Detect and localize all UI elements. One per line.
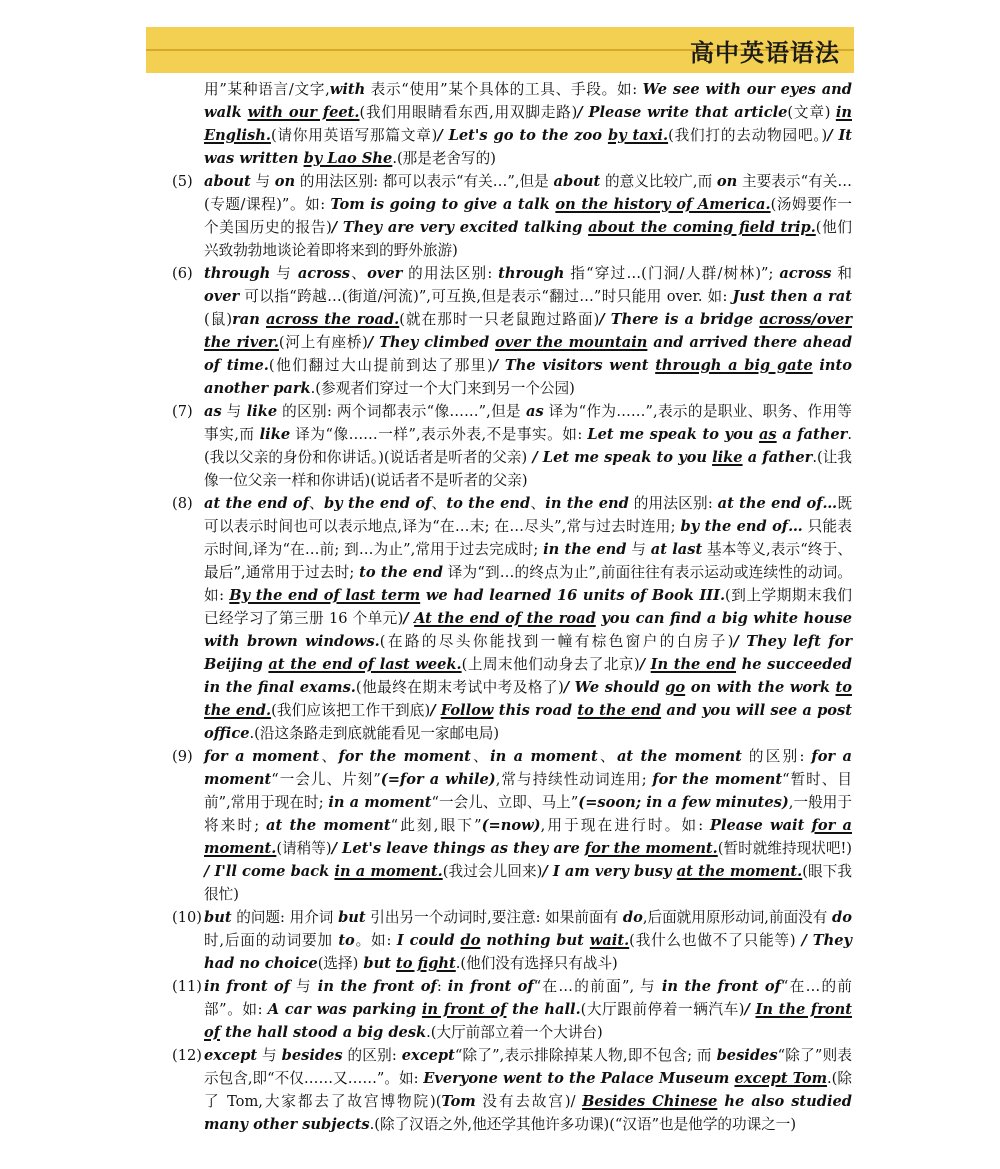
emphasis-text: for the moment [652,771,783,788]
paragraph-number: (9) [172,748,193,765]
example-phrase: with our feet. [247,104,360,121]
emphasis-text: A car was parking [267,1001,422,1018]
emphasis-text: Just then a rat [732,288,852,305]
emphasis-text: / It was written [204,127,853,167]
example-phrase: to the end. [204,679,852,719]
body-text: : [436,978,448,995]
body-text: “此刻,眼下” [390,817,482,834]
paragraph-number: (8) [172,495,193,512]
example-phrase: on the history of America. [555,196,771,213]
emphasis-text: about [553,173,601,190]
emphasis-text: on [716,173,738,190]
emphasis-text: to the end [446,495,531,512]
body-text: (请稍等) [276,840,332,857]
body-text: (我们用眼睛看东西,用双脚走路) [359,104,578,121]
emphasis-text: / Let's go to the zoo [437,127,608,144]
grammar-paragraph [172,400,852,492]
body-text: “一会儿、立即、马上” [431,794,579,811]
body-text: 与 [250,173,275,190]
emphasis-text [585,840,718,857]
emphasis-text [651,656,736,673]
example-phrase: over the mountain [495,334,648,351]
emphasis-text: / There is a bridge [599,311,760,328]
emphasis-text [334,863,442,880]
emphasis-text: except [204,1047,258,1064]
paragraph-number: (7) [172,403,193,420]
emphasis-text: but [338,909,366,926]
body-text: 、 [319,748,339,765]
body-text: .(沿这条路走到底就能看见一家邮电局) [249,725,500,742]
body-text: “在…的前面”, 与 [533,978,662,995]
body-text: 的用法区别: [628,495,718,512]
emphasis-text: through [498,265,565,282]
body-text: .(他们没有选择只有战斗) [455,955,618,972]
emphasis-text: over [367,265,403,282]
emphasis-text: and arrived there ahead of time. [204,334,853,374]
emphasis-text: / [744,1001,756,1018]
body-text: (河上有座桥) [278,334,368,351]
example-phrase: for a moment. [204,817,852,857]
emphasis-text: and you will see a post office [204,702,852,742]
emphasis-text: / They had no choice [204,932,852,972]
body-text: (文章) [787,104,836,121]
emphasis-text [304,150,393,167]
body-text: .(那是老舍写的) [392,150,496,167]
body-text: .(大厅前部立着一个大讲台) [426,1024,603,1041]
emphasis-text: / I am very busy [542,863,677,880]
body-text: 可以指“跨越…(街道/河流)”,可互换,但是表示“翻过…”时只能用 over. 如: [239,288,733,305]
emphasis-text: / Please write that article [577,104,788,121]
body-text: .(参观者们穿过一个大门来到另一个公园) [310,380,575,397]
body-text: “除了”,表示排除掉某人物,即不包含; 而 [454,1047,717,1064]
grammar-paragraph [172,170,852,262]
emphasis-text: at the end of… [717,495,838,512]
body-text: 用”某种语言/文字, [204,81,330,98]
body-text: 表示“使用”某个具体的工具、手段。如: [365,81,643,98]
emphasis-text: this road [493,702,578,719]
paragraph-number: (12) [172,1047,202,1064]
emphasis-text: a father [742,449,813,466]
body-text: 主要表示“有关…(专题/课程)”。如: [204,173,852,213]
emphasis-text: except [401,1047,455,1064]
body-text: (鼠) [204,311,233,328]
emphasis-text: the hall. [506,1001,581,1018]
body-text: (就在那时一只老鼠跑过路面) [399,311,600,328]
emphasis-text: / The visitors went [492,357,656,374]
emphasis-text [229,587,420,604]
emphasis-text: as [525,403,544,420]
emphasis-text: Please wait [710,817,812,834]
example-phrase: about the coming field trip. [588,219,816,236]
emphasis-text: in the front of [661,978,781,995]
emphasis-text: for the moment [338,748,471,765]
emphasis-text: / Let me speak to you [527,449,713,466]
body-text: 的问题: 用介词 [231,909,339,926]
example-phrase: across the road. [265,311,400,328]
body-text: “除了”则表示包含,即“不仅……又……”。如: [204,1047,852,1087]
body-text: 基本等义,表示“终于、最后”,通常用于过去时; [204,541,852,581]
body-text: 译为“作为……”,表示的是职业、职务、作用等事实,而 [204,403,852,443]
emphasis-text: but [358,955,397,972]
emphasis-text: / [639,656,651,673]
body-text: (我们应该把工作干到底) [271,702,431,719]
grammar-paragraph [172,262,852,400]
body-text: 、 [597,748,617,765]
emphasis-text: like [259,426,291,443]
example-phrase: by Lao She [303,150,393,167]
emphasis-text: at the moment [266,817,391,834]
paragraph-number: (6) [172,265,193,282]
grammar-text-body [172,78,852,1136]
example-phrase: like [712,449,743,466]
emphasis-text [248,104,360,121]
body-text: 与 [290,978,318,995]
emphasis-text: / I'll come back [204,863,335,880]
emphasis-text [608,127,668,144]
emphasis-text: as [204,403,222,420]
emphasis-text: Let me speak to you [587,426,759,443]
emphasis-text: / We should [563,679,666,696]
emphasis-text: nothing but [480,932,590,949]
example-phrase: By the end of last term [229,587,421,604]
body-text: (选择) [317,955,359,972]
example-phrase: In the front of [204,1001,852,1041]
example-phrase: Follow [440,702,494,719]
body-text: (眼下我很忙) [204,863,852,903]
emphasis-text: in a moment [328,794,432,811]
grammar-paragraph [172,906,852,975]
emphasis-text: at last [650,541,703,558]
emphasis-text [712,449,743,466]
emphasis-text [268,656,461,673]
example-phrase: in front of [421,1001,507,1018]
body-text: ,常与持续性动词连用; [495,771,653,788]
body-text: 没有去故宫)/ [475,1093,583,1110]
emphasis-text: / [403,610,415,627]
emphasis-text [677,863,803,880]
example-phrase: through a big gate [655,357,813,374]
emphasis-text: you can find a big white house with brown windows. [204,610,852,650]
emphasis-text: like [246,403,278,420]
emphasis-text: a father [776,426,848,443]
example-phrase: to the end [577,702,662,719]
example-phrase: at the moment. [676,863,803,880]
example-phrase: wait. [589,932,630,949]
paragraph-number: (11) [172,978,202,995]
example-phrase: to fight [396,955,456,972]
emphasis-text [414,610,596,627]
body-text: “在…的前部”。如: [204,978,852,1018]
emphasis-text: but [204,909,232,926]
body-text: ,后面就用原形动词,前面没有 [642,909,833,926]
emphasis-text: by the end of [323,495,432,512]
emphasis-text: do [622,909,643,926]
emphasis-text [582,1093,717,1110]
emphasis-text: he also studied many other subjects [204,1093,852,1133]
emphasis-text [759,426,777,443]
body-text: 与 [626,541,651,558]
body-text: (在路的尽头你能找到一幢有棕色窗户的白房子) [379,633,734,650]
body-text: 引出另一个动词时,要注意: 如果前面有 [365,909,623,926]
body-text: 、 [308,495,324,512]
emphasis-text: we had learned 16 units of Book III. [420,587,726,604]
emphasis-text: on [274,173,296,190]
body-text: 的区别: [741,748,812,765]
emphasis-text: Tom is going to give a talk [330,196,556,213]
example-phrase: by taxi. [607,127,669,144]
example-phrase: in a moment. [334,863,443,880]
emphasis-text [266,311,399,328]
grammar-paragraph [172,1044,852,1136]
emphasis-text: on with the work [685,679,836,696]
emphasis-text: do [832,909,852,926]
emphasis-text: / They climbed [367,334,496,351]
example-phrase: at the end of last week. [268,656,462,673]
body-text: (他们翻过大山提前到达了那里) [268,357,493,374]
emphasis-text: about [204,173,251,190]
emphasis-text: / They are very excited talking [331,219,589,236]
emphasis-text: the hall stood a big desk [220,1024,427,1041]
emphasis-text: Everyone went to the Palace Museum [423,1070,735,1087]
example-phrase: as [758,426,777,443]
body-text: 、 [350,265,368,282]
emphasis-text [734,1070,827,1087]
emphasis-text: / [430,702,441,719]
body-text: (上周末他们动身去了北京) [461,656,640,673]
body-text: 、 [470,748,491,765]
body-text: “一会儿、片刻” [271,771,381,788]
body-text: 的区别: [342,1047,402,1064]
body-text: 的用法区别: 都可以表示“有关…”,但是 [295,173,554,190]
body-text: .(除了汉语之外,他还学其他许多功课)(“汉语”也是他学的功课之一) [369,1116,797,1133]
body-text: ,用于现在进行时。如: [540,817,710,834]
body-text: (暂时就维持现状吧!) [717,840,852,857]
example-phrase: except Tom [734,1070,828,1087]
emphasis-text: with [329,81,366,98]
emphasis-text: / They left for Beijing [204,633,853,673]
body-text: (大厅跟前停着一辆汽车) [580,1001,745,1018]
example-phrase: In the end [650,656,737,673]
body-text: (到上学期期末我们已经学习了第三册 16 个单元) [204,587,852,627]
emphasis-text: at the end of [204,495,309,512]
body-text: 的意义比较广,而 [600,173,717,190]
grammar-paragraph [172,78,852,170]
grammar-paragraph [172,745,852,906]
emphasis-text [422,1001,507,1018]
body-text: .(让我像一位父亲一样和你讲话)(说话者不是听者的父亲) [204,449,853,489]
emphasis-text [588,219,816,236]
body-text: (他们兴致勃勃地谈论着即将来到的野外旅游) [204,219,852,259]
emphasis-text: over [204,288,240,305]
emphasis-text [460,932,480,949]
grammar-paragraph [172,975,852,1044]
emphasis-text: he succeeded in the final exams. [204,656,852,696]
body-text: 、 [530,495,546,512]
emphasis-text: through [204,265,271,282]
emphasis-text: Tom [441,1093,476,1110]
emphasis-text: (=for a while) [380,771,496,788]
body-text: (请你用英语写那篇文章) [270,127,438,144]
example-phrase: in English. [204,104,852,144]
paragraph-number: (5) [172,173,193,190]
emphasis-text [555,196,770,213]
grammar-paragraph [172,492,852,745]
body-text: 与 [270,265,298,282]
emphasis-text: in the end [545,495,629,512]
emphasis-text: in the front of [317,978,437,995]
emphasis-text: to [338,932,355,949]
example-phrase: go [665,679,686,696]
emphasis-text [655,357,812,374]
emphasis-text: across [779,265,832,282]
emphasis-text: in front of [447,978,534,995]
body-text: 和 [831,265,852,282]
header-banner [146,27,854,73]
emphasis-text: We see with our eyes and walk [204,81,852,121]
emphasis-text: (=now) [481,817,541,834]
body-text: 与 [257,1047,282,1064]
body-text: 与 [221,403,247,420]
example-phrase: At the end of the road [414,610,596,627]
body-text: 译为“像……一样”,表示外表,不是事实。如: [290,426,588,443]
emphasis-text: by the end of… [680,518,803,535]
body-text: “暂时、目前”,常用于现在时; [204,771,852,811]
emphasis-text: for a moment [204,748,320,765]
emphasis-text: in front of [204,978,290,995]
paragraph-number: (10) [172,909,202,926]
body-text: (我们打的去动物园吧。) [668,127,828,144]
emphasis-text: to the end [359,564,443,581]
body-text: 。如: [354,932,397,949]
emphasis-text [590,932,629,949]
emphasis-text [495,334,647,351]
emphasis-text: (=soon; in a few minutes) [578,794,789,811]
emphasis-text [396,955,456,972]
emphasis-text [577,702,661,719]
body-text: 只能表示时间,译为“在…前; 到…为止”,常用于过去完成时; [204,518,852,558]
emphasis-text: into another park [204,357,852,397]
emphasis-text: in a moment [490,748,598,765]
body-text: ,一般用于将来时; [204,794,852,834]
body-text: 指“穿过…(门洞/人群/树林)”; [564,265,780,282]
emphasis-text: ran [232,311,266,328]
emphasis-text [441,702,494,719]
body-text: 的区别: 两个词都表示“像……”,但是 [277,403,526,420]
emphasis-text: across [297,265,351,282]
example-phrase: do [460,932,481,949]
body-text: .(我以父亲的身份和你讲话。)(说话者是听者的父亲) [204,426,852,466]
body-text: 译为“到…的终点为止”,前面往往有表示运动或连续性的动词。如: [204,564,852,604]
emphasis-text [665,679,685,696]
body-text: (我过会儿回来) [442,863,543,880]
emphasis-text: I could [396,932,461,949]
emphasis-text: in the end [543,541,627,558]
page-title: 高中英语语法 [690,39,840,67]
body-text: (汤姆要作一个美国历史的报告) [204,196,852,236]
example-phrase: across/over the river. [204,311,853,351]
body-text: .(除了 Tom,大家都去了故宫博物院)( [204,1070,852,1110]
emphasis-text: besides [716,1047,778,1064]
body-text: 既可以表示时间也可以表示地点,译为“在…末; 在…尽头”,常与过去时连用; [204,495,852,535]
body-text: (我什么也做不了只能等) [629,932,796,949]
example-phrase: Besides Chinese [582,1093,718,1110]
emphasis-text: at the moment [616,748,742,765]
emphasis-text: for a moment [204,748,852,788]
body-text: 的用法区别: [402,265,499,282]
body-text: 时,后面的动词要加 [204,932,339,949]
example-phrase: for the moment. [584,840,718,857]
body-text: (他最终在期末考试中考及格了) [355,679,564,696]
emphasis-text: besides [281,1047,343,1064]
body-text: 、 [431,495,447,512]
emphasis-text: / Let's leave things as they are [331,840,585,857]
